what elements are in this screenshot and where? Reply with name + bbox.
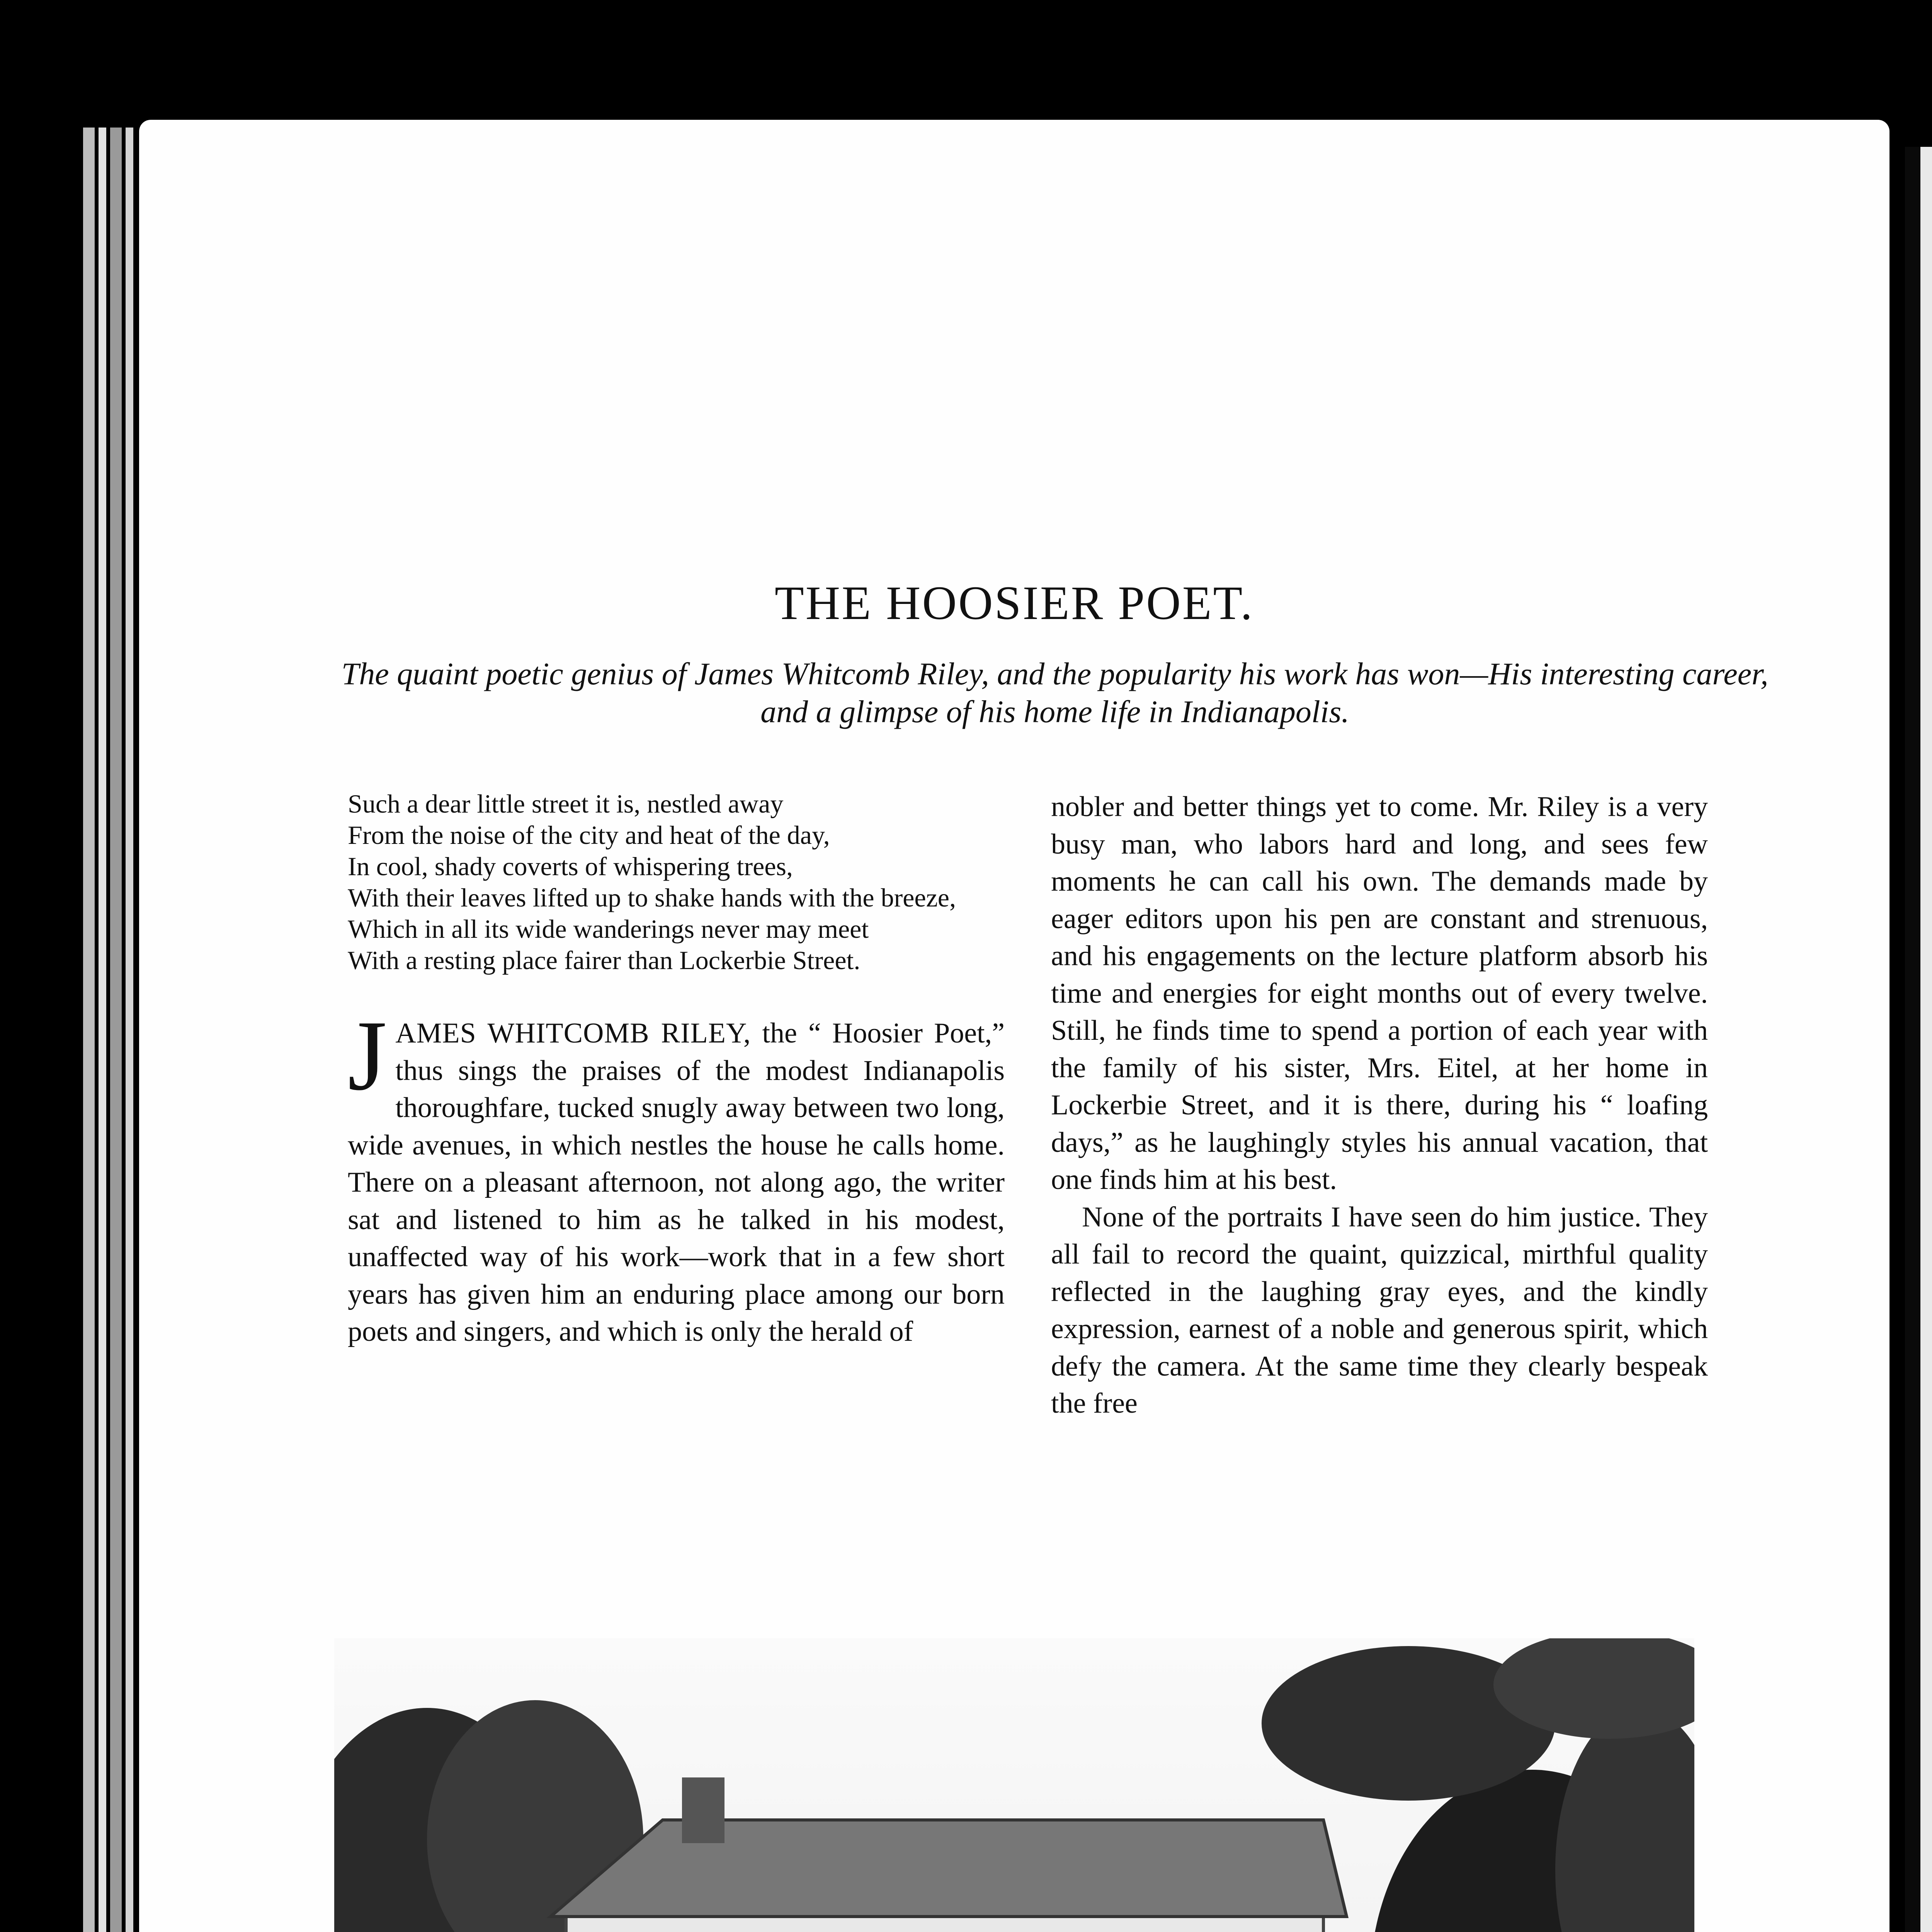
poem-line: With their leaves lifted up to shake hands with the breeze, <box>348 883 956 912</box>
poem-line: Which in all its wide wanderings never may meet <box>348 914 869 944</box>
page-edge <box>110 128 122 1932</box>
body-paragraph: nobler and better things yet to come. Mr. Riley is a very busy man, who labors hard and long, and sees few moments he can call his own. The demands made by eager editors upon his pen are constant and strenuous, and his engagements on the lecture platform absorb his time and energies for eight months out of every twelve. Still, he finds time to spend a portion of each year with the family of his sister, Mrs. Eitel, at her home in Lockerbie Street, and it is there, during his “ loafing days,” as he laughingly styles his annual vacation, that one finds him at his best. <box>1051 791 1708 1196</box>
page-edge <box>126 128 133 1932</box>
left-column <box>348 788 1005 1350</box>
poem-line: From the noise of the city and heat of the day, <box>348 820 830 850</box>
house-drawing <box>334 1638 1694 1932</box>
drop-cap: J <box>348 1000 387 1111</box>
poem-line: In cool, shady coverts of whispering trees, <box>348 852 793 881</box>
body-paragraph: None of the portraits I have seen do him justice. They all fail to record the quaint, quizzical, mirthful quality reflected in the laughing gray eyes, and the kindly expression, earnest of a noble and generous spirit, which defy the camera. At the same time they clearly bespeak the free <box>1051 1201 1708 1419</box>
poem <box>348 788 1005 976</box>
poem-line: With a resting place fairer than Lockerbie Street. <box>348 946 861 975</box>
next-page-edge <box>1905 147 1932 1932</box>
magazine-page <box>139 120 1889 1932</box>
article-subtitle: The quaint poetic genius of James Whitcomb Riley, and the popularity his work has won—His interesting career, and a glimpse of his home life in Indianapolis. <box>341 656 1769 729</box>
page-edge <box>99 128 106 1932</box>
poem-line: Such a dear little street it is, nestled away <box>348 789 784 818</box>
page-edge <box>83 128 95 1932</box>
house-illustration <box>334 1638 1694 1932</box>
body-paragraph <box>348 1000 1005 1350</box>
body-text: the “ Hoosier Poet,” thus sings the praises of the modest Indianapolis thoroughfare, tucked snugly away between two long, wide avenues, in which nestles the house he calls home. There on a pleasant afternoon, not along ago, the writer sat and listened to him as he talked in his modest, unaffected way of his work—work that in a few short years has given him an enduring place among our born poets and singers, and which is only the herald of <box>348 1017 1005 1347</box>
article-title: THE HOOSIER POET. <box>774 577 1254 629</box>
right-column <box>1051 788 1708 1422</box>
lead-caps: AMES WHITCOMB RILEY, <box>395 1017 751 1049</box>
